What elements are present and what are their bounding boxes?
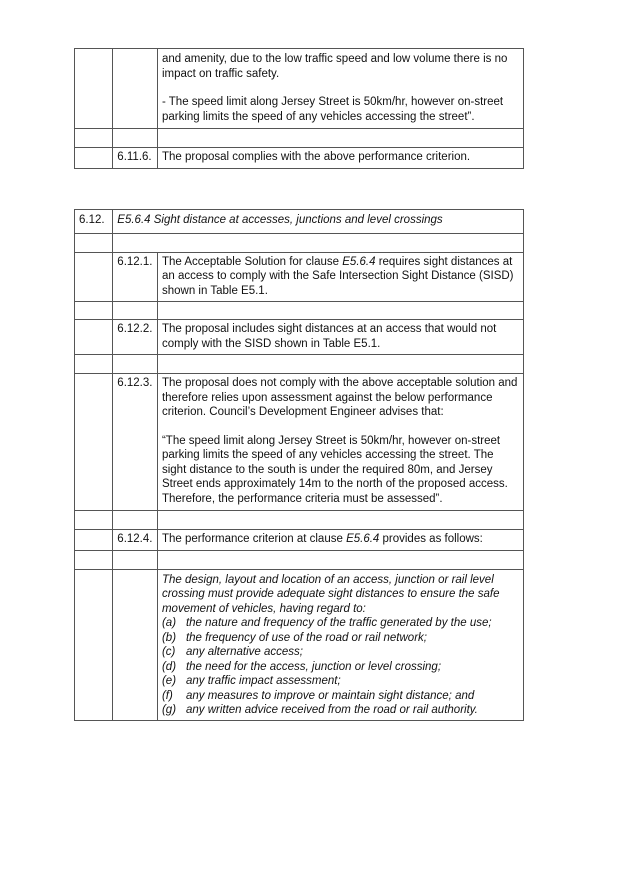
section-clause: E5.6.4: [117, 214, 151, 226]
table-cell-number: [75, 49, 113, 129]
list-item-label: (g): [161, 704, 177, 716]
table-row-empty: [75, 233, 524, 252]
table-cell-number: [75, 569, 113, 720]
assessment-table-6-12: [74, 209, 524, 721]
table-cell-subnumber: [113, 569, 158, 720]
table-cell-subnumber: [113, 355, 158, 374]
table-cell-number: [75, 252, 113, 302]
table-row-empty: [75, 550, 524, 569]
table-cell-subnumber: [113, 49, 158, 129]
table-cell-number: [75, 302, 113, 320]
list-item-label: (c): [161, 646, 176, 658]
table-cell-subnumber: 6.11.6.: [113, 148, 158, 169]
paragraph: The proposal does not comply with the above acceptable solution and therefore relies upon assessment against the below performance criterion. Council’s Development Engineer advises that:: [161, 377, 518, 418]
list-item: [162, 631, 519, 646]
table-cell-text: The proposal complies with the above performance criterion.: [157, 148, 523, 169]
list-item: [162, 703, 519, 718]
list-item: [162, 660, 519, 675]
table-cell-subnumber: 6.12.3.: [113, 374, 158, 511]
list-item: [162, 616, 519, 631]
section-title: [113, 210, 524, 234]
list-item-text: the frequency of use of the road or rail network;: [185, 631, 427, 644]
table-cell-subnumber: 6.12.2.: [113, 320, 158, 355]
text-segment: The Acceptable Solution for clause: [161, 255, 343, 268]
paragraph: and amenity, due to the low traffic speed and low volume there is no impact on traffic safety.: [161, 53, 508, 80]
criterion-list: [162, 616, 519, 718]
table-cell-number: [75, 320, 113, 355]
table-row: [75, 374, 524, 511]
list-item-text: the need for the access, junction or level crossing;: [185, 660, 442, 673]
table-row: [75, 320, 524, 355]
table-cell-subnumber: [113, 511, 158, 530]
table-row-empty: [75, 511, 524, 530]
table-row: [75, 49, 524, 129]
list-item-label: (d): [161, 660, 177, 673]
table-cell-text: [157, 530, 523, 551]
table-cell-subnumber: [113, 550, 158, 569]
list-item: [162, 645, 519, 660]
table-cell-number: [75, 550, 113, 569]
table-cell-number: [75, 511, 113, 530]
performance-criterion: [157, 569, 523, 720]
table-row-empty: [75, 355, 524, 374]
table-cell-subnumber: 6.12.4.: [113, 530, 158, 551]
list-item-label: (e): [161, 675, 177, 687]
text-segment: requires sight distances at an access to comply with the Safe Intersection Sight Distance (SISD) shown in Table E5.1.: [161, 255, 514, 297]
criterion-intro: The design, layout and location of an access, junction or rail level crossing must provide adequate sight distances to ensure the safe movement of vehicles, having regard to:: [161, 573, 500, 615]
text-segment: provides as follows:: [379, 533, 483, 545]
table-cell-subnumber: [113, 302, 158, 320]
table-row: [75, 530, 524, 551]
list-item-text: any measures to improve or maintain sight distance; and: [185, 689, 475, 702]
table-cell-text: [113, 233, 524, 252]
section-header-row: [75, 210, 524, 234]
table-row: [75, 569, 524, 720]
table-cell-number: [75, 374, 113, 511]
table-cell-number: [75, 355, 113, 374]
table-cell-text: [157, 49, 523, 129]
list-item: [162, 689, 519, 704]
list-item-label: (b): [161, 631, 177, 644]
clause-reference: E5.6.4: [342, 255, 376, 268]
clause-reference: E5.6.4: [346, 533, 380, 545]
list-item-text: any traffic impact assessment;: [185, 675, 341, 687]
table-cell-text: [157, 302, 523, 320]
table-cell-text: [157, 252, 523, 302]
assessment-table-continued: [74, 48, 524, 169]
table-cell-text: [157, 511, 523, 530]
paragraph: - The speed limit along Jersey Street is 50km/hr, however on-street parking limits the speed of any vehicles accessing the street”.: [161, 96, 504, 123]
section-number: 6.12.: [75, 210, 113, 234]
table-cell-number: [75, 530, 113, 551]
section-title-text: Sight distance at accesses, junctions and level crossings: [150, 214, 443, 226]
list-item-label: (a): [161, 617, 177, 629]
table-cell-text: The proposal includes sight distances at an access that would not comply with the SISD shown in Table E5.1.: [157, 320, 523, 355]
table-cell-text: [157, 550, 523, 569]
list-item-text: any written advice received from the road or rail authority.: [185, 704, 478, 716]
table-row-empty: [75, 302, 524, 320]
list-item: [162, 674, 519, 689]
table-row: [75, 148, 524, 169]
list-item-label: (f): [161, 689, 173, 702]
table-row-empty: [75, 129, 524, 148]
list-item-text: the nature and frequency of the traffic generated by the use;: [185, 617, 492, 629]
table-cell-text: [157, 374, 523, 511]
table-cell-text: [157, 129, 523, 148]
text-segment: The performance criterion at clause: [161, 533, 347, 545]
table-cell-number: [75, 129, 113, 148]
table-cell-number: [75, 148, 113, 169]
table-cell-subnumber: [113, 129, 158, 148]
list-item-text: any alternative access;: [185, 646, 303, 658]
table-row: [75, 252, 524, 302]
table-cell-subnumber: 6.12.1.: [113, 252, 158, 302]
engineer-quote: “The speed limit along Jersey Street is 50km/hr, however on-street parking limits the speed of any vehicles accessing the street. The sight distance to the south is under the required 80m, and Jersey Street ends approximately 14m to the north of the proposed access. Therefore, the performance criteria must be assessed”.: [161, 434, 508, 505]
table-cell-number: [75, 233, 113, 252]
table-cell-text: [157, 355, 523, 374]
